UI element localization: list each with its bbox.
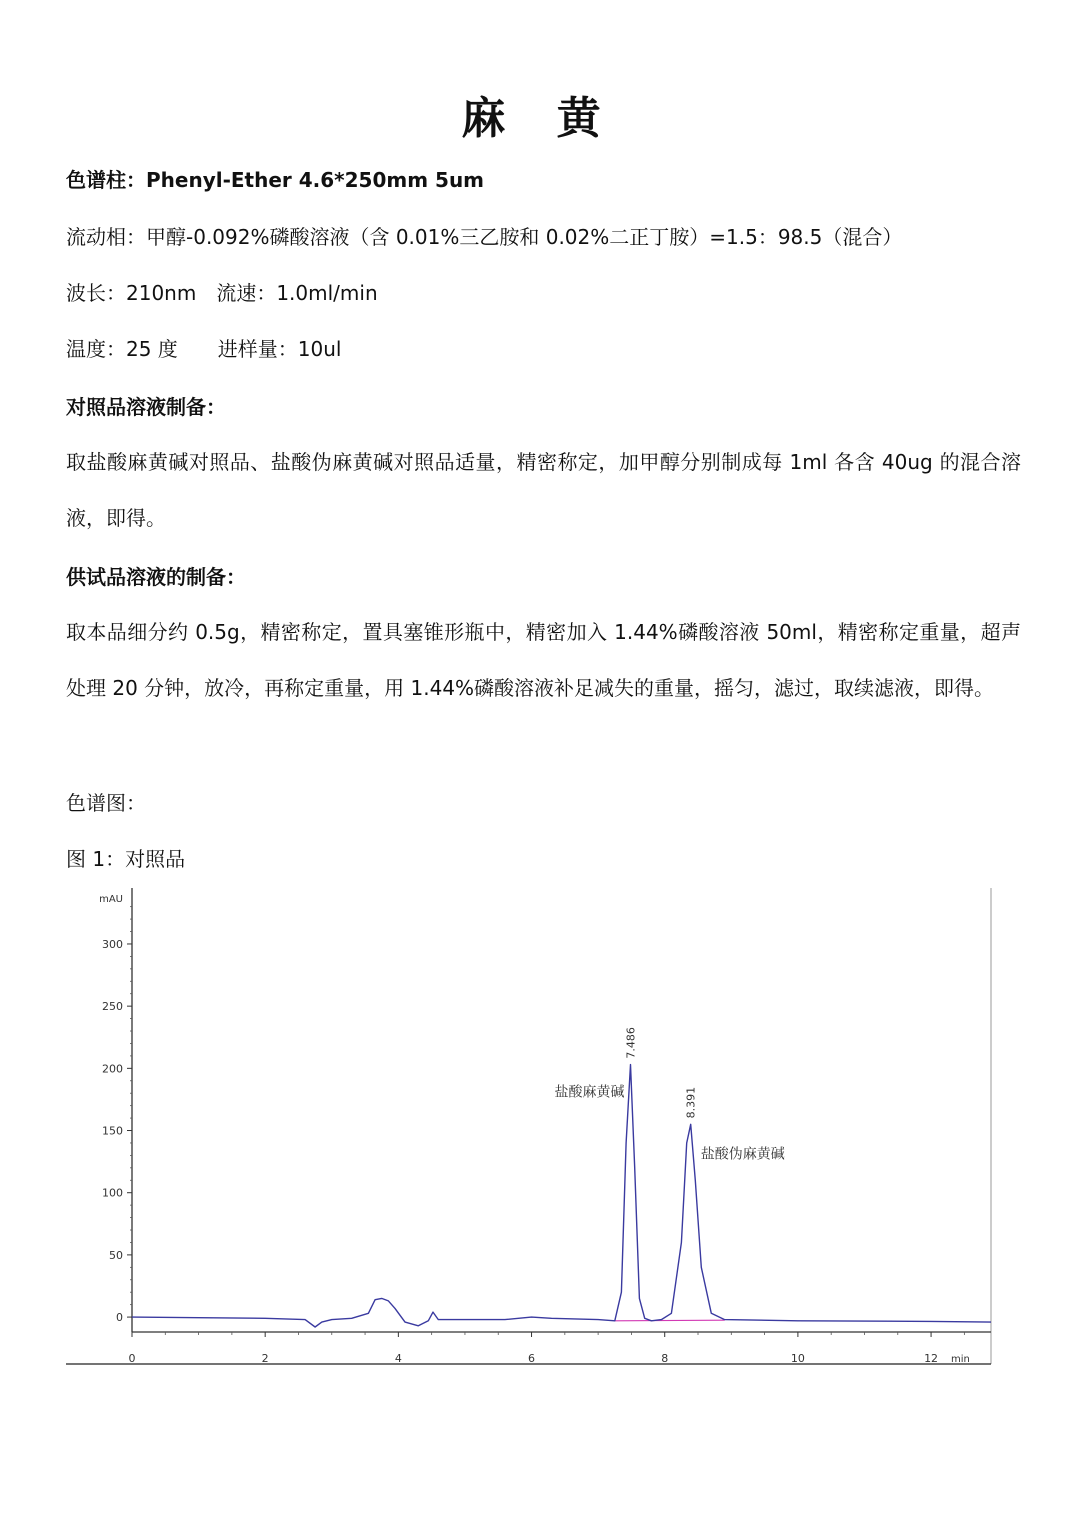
- y-tick-label: 50: [109, 1248, 123, 1262]
- peak-name-label: 盐酸麻黄碱: [554, 1084, 625, 1101]
- x-axis-unit-label: min: [951, 1354, 970, 1365]
- y-tick-label: 250: [102, 1000, 123, 1014]
- y-axis-unit-label: mAU: [99, 894, 123, 905]
- chromatogram-trace: [132, 1065, 991, 1327]
- temperature-injection-spec: 温度：25 度 进样量：10ul: [66, 337, 342, 361]
- x-tick-label: 2: [261, 1352, 269, 1365]
- chromatogram-label: 色谱图：: [66, 791, 146, 815]
- y-tick-label: 0: [116, 1311, 123, 1325]
- y-tick-label: 200: [102, 1062, 123, 1076]
- x-tick-label: 6: [528, 1352, 536, 1365]
- peak-name-label: 盐酸伪麻黄碱: [700, 1146, 785, 1163]
- reference-solution-heading: 对照品溶液制备：: [66, 395, 226, 419]
- sample-solution-text: 取本品细分约 0.5g，精密称定，置具塞锥形瓶中，精密加入 1.44%磷酸溶液 50ml，精密称定重量，超声处理 20 分钟，放冷，再称定重量，用 1.44%磷酸溶液补足减失的重量，摇匀，滤过，取续滤液，即得。: [66, 620, 1021, 700]
- mobile-phase-spec: 流动相：甲醇-0.092%磷酸溶液（含 0.01%三乙胺和 0.02%二正丁胺）=1.5：98.5（混合）: [66, 225, 903, 249]
- document-title: 麻 黄: [461, 93, 619, 144]
- wavelength-flow-spec: 波长：210nm 流速：1.0ml/min: [66, 281, 378, 305]
- integration-baseline: [615, 1320, 725, 1321]
- x-tick-label: 12: [924, 1352, 939, 1365]
- column-spec: 色谱柱：Phenyl-Ether 4.6*250mm 5um: [66, 168, 485, 192]
- x-tick-label: 0: [128, 1352, 136, 1365]
- chromatogram-chart: [60, 880, 1000, 1380]
- peak-retention-time-label: 7.486: [624, 1027, 638, 1059]
- x-tick-label: 4: [394, 1352, 402, 1365]
- figure-caption: 图 1：对照品: [66, 847, 186, 871]
- sample-solution-heading: 供试品溶液的制备：: [66, 565, 246, 589]
- y-tick-label: 100: [102, 1186, 123, 1200]
- x-tick-label: 10: [790, 1352, 805, 1365]
- reference-solution-text: 取盐酸麻黄碱对照品、盐酸伪麻黄碱对照品适量，精密称定，加甲醇分别制成每 1ml 各含 40ug 的混合溶液，即得。: [66, 450, 1021, 530]
- y-tick-label: 150: [102, 1124, 123, 1138]
- x-tick-label: 8: [661, 1352, 669, 1365]
- y-tick-label: 300: [102, 937, 123, 951]
- peak-retention-time-label: 8.391: [684, 1086, 698, 1119]
